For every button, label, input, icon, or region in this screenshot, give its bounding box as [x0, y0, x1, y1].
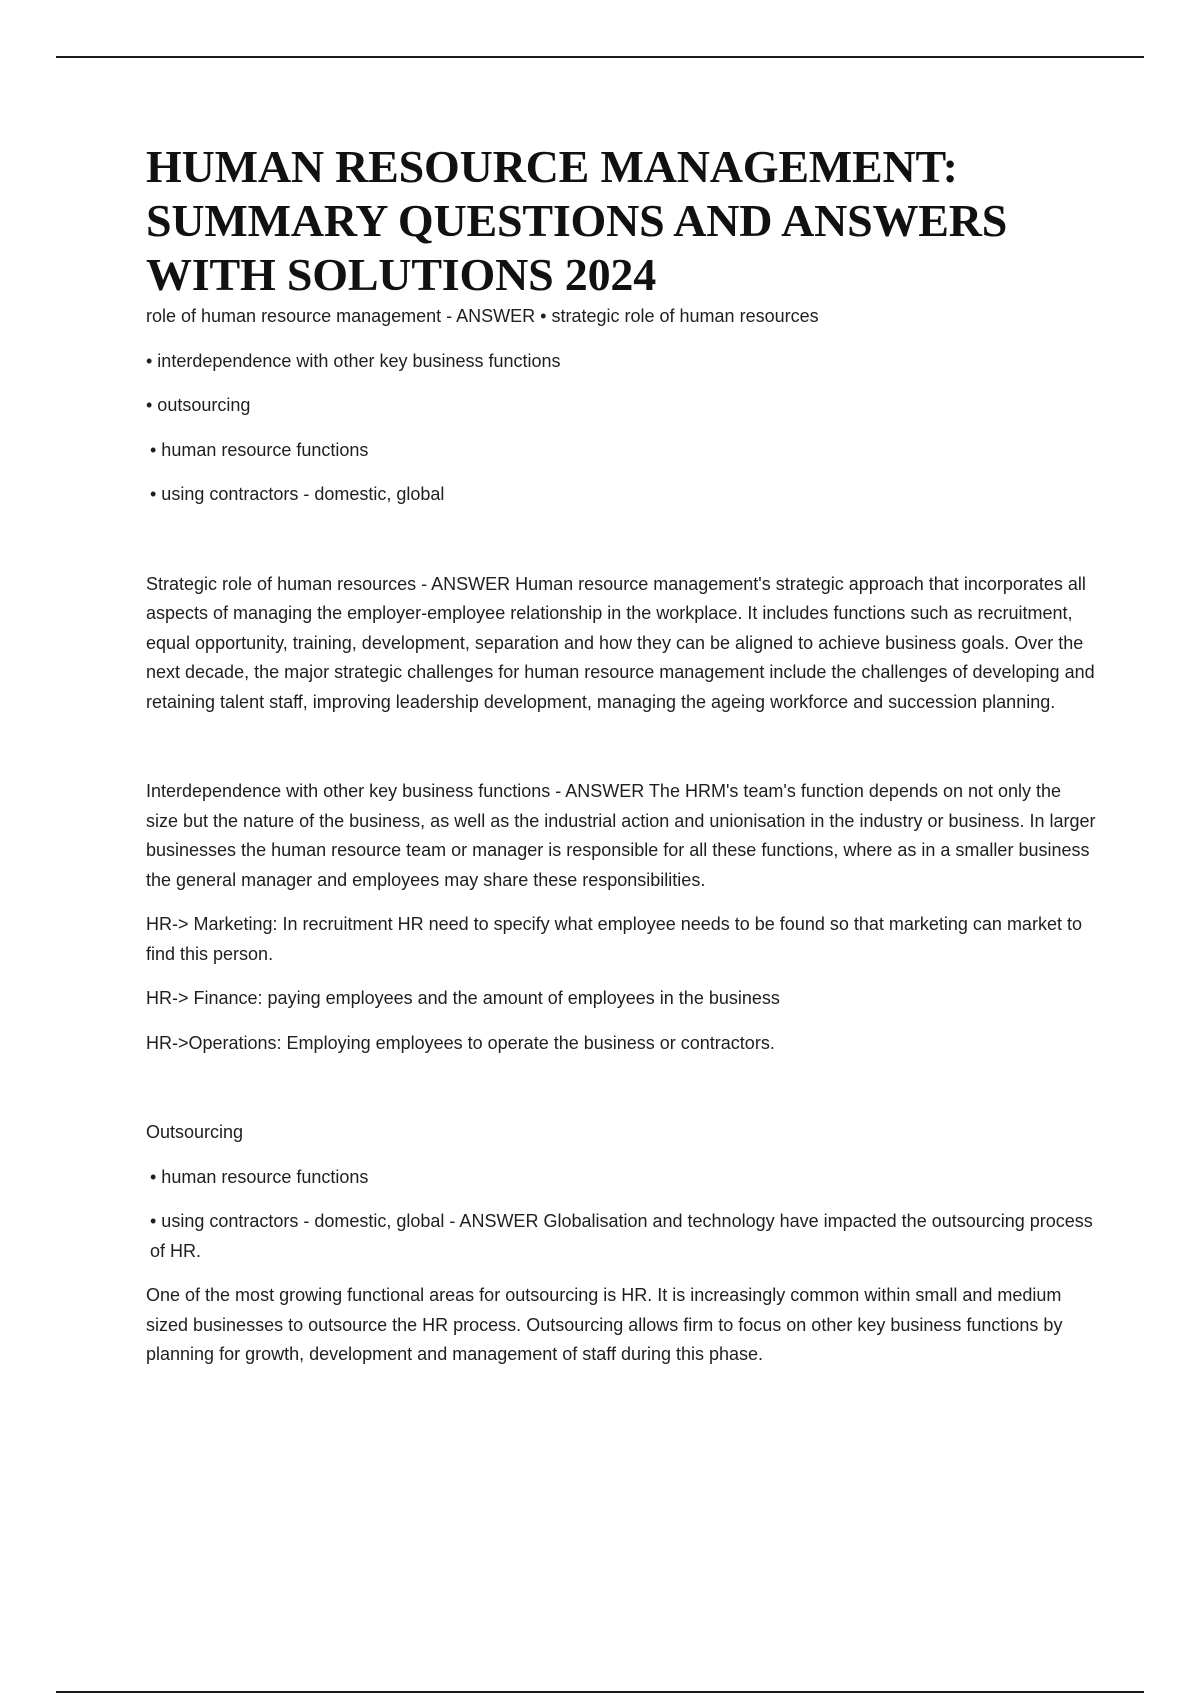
section-3-paragraph-2: HR-> Marketing: In recruitment HR need to specify what employee needs to be found so that marketing can market to find this person. — [146, 914, 1082, 964]
bottom-rule — [56, 1691, 1144, 1693]
section-4-bullet-1: • human resource functions — [150, 1166, 369, 1187]
section-3-paragraph-1: Interdependence with other key business functions - ANSWER The HRM's team's function depends on not only the size but the nature of the business, as well as the industrial action and unionisation in the industry or business. In larger businesses the human resource team or manager is responsible for all these functions, where as in a smaller business the general manager and employees may share these responsibilities. — [146, 781, 1096, 890]
document-page — [146, 140, 1096, 1370]
section-4-heading: Outsourcing — [146, 1122, 244, 1142]
section-1-paragraph-1: role of human resource management - ANSWER • strategic role of human resources — [146, 306, 819, 326]
section-4-paragraph-1: One of the most growing functional areas for outsourcing is HR. It is increasingly common within small and medium sized businesses to outsource the HR process. Outsourcing allows firm to focus on other key business functions by planning for growth, development and management of staff during this phase. — [146, 1285, 1063, 1364]
section-3-paragraph-3: HR-> Finance: paying employees and the amount of employees in the business — [146, 988, 780, 1008]
section-1-bullet-2: • outsourcing — [146, 395, 251, 415]
document-title: HUMAN RESOURCE MANAGEMENT: SUMMARY QUESTIONS AND ANSWERS WITH SOLUTIONS 2024 — [146, 141, 1008, 300]
top-rule — [56, 56, 1144, 58]
section-2-paragraph-1: Strategic role of human resources - ANSWER Human resource management's strategic approach that incorporates all aspects of managing the employer-employee relationship in the workplace. It includes functions such as recruitment, equal opportunity, training, development, separation and how they can be aligned to achieve business goals. Over the next decade, the major strategic challenges for human resource management include the challenges of developing and retaining talent staff, improving leadership development, managing the ageing workforce and succession planning. — [146, 573, 1095, 712]
section-3-paragraph-4: HR->Operations: Employing employees to operate the business or contractors. — [146, 1032, 775, 1053]
section-4-bullet-2: • using contractors - domestic, global - ANSWER Globalisation and technology have impacted the outsourcing process of HR. — [150, 1211, 1093, 1261]
section-1-bullet-4: • using contractors - domestic, global — [150, 484, 445, 504]
section-1-bullet-3: • human resource functions — [150, 439, 369, 460]
section-1-bullet-1: • interdependence with other key business functions — [146, 350, 561, 371]
